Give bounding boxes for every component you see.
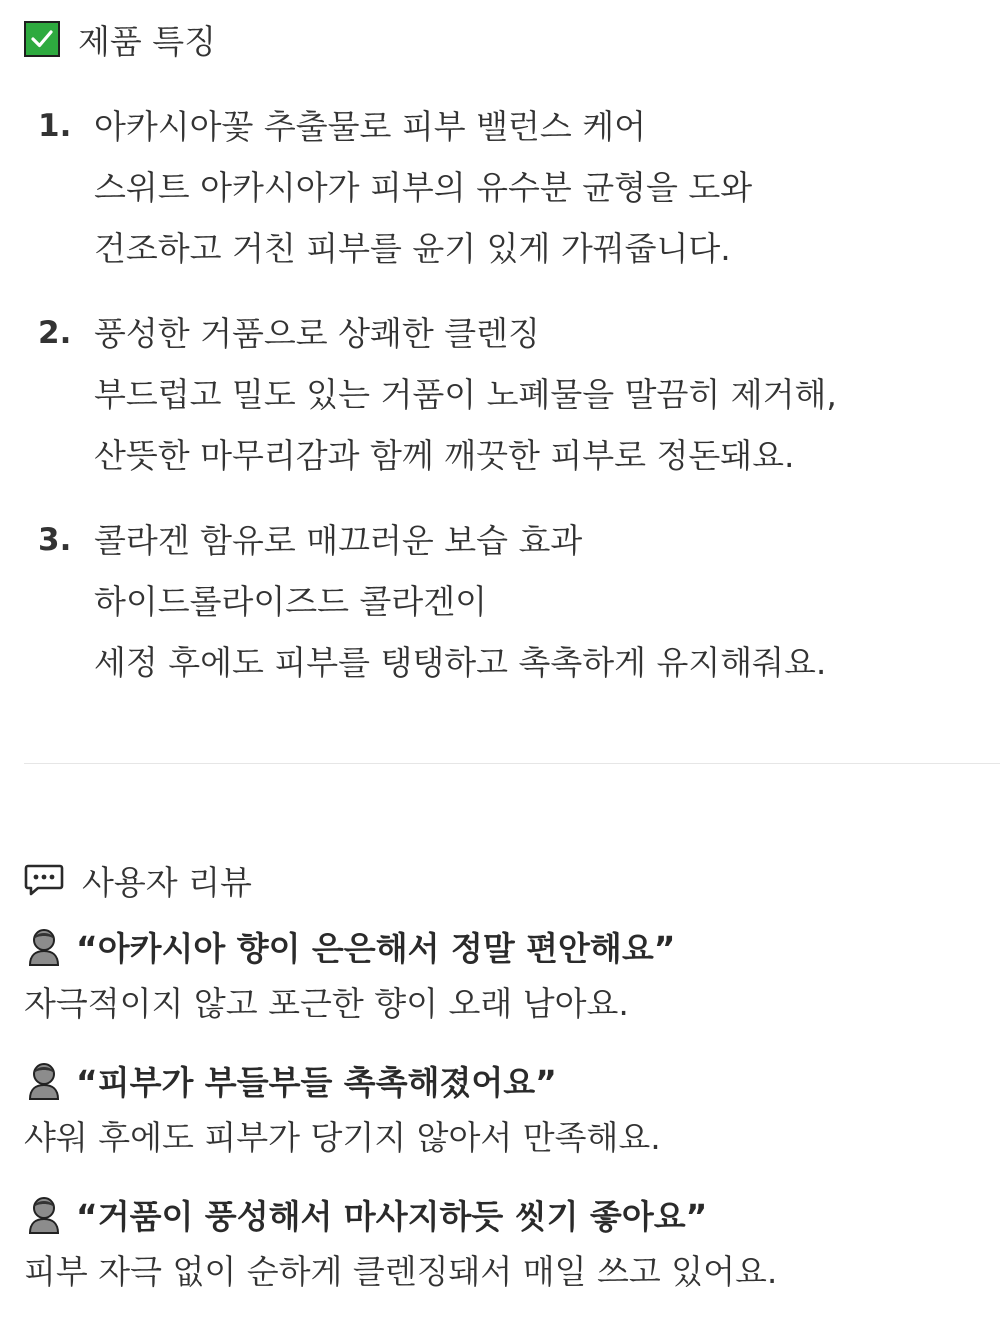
reviews-heading bbox=[24, 855, 984, 905]
person-icon bbox=[24, 1194, 64, 1234]
review-text: 샤워 후에도 피부가 당기지 않아서 만족해요. bbox=[24, 1118, 661, 1157]
reviews-title: 사용자 리뷰 bbox=[82, 862, 252, 902]
feature-title: 풍성한 거품으로 상쾌한 클렌징 bbox=[94, 314, 540, 353]
review-headline bbox=[24, 917, 984, 975]
feature-number: 2. bbox=[38, 315, 72, 351]
feature-title: 아카시아꽃 추출물로 피부 밸런스 케어 bbox=[94, 107, 647, 146]
review-quote: “아카시아 향이 은은해서 정말 편안해요” bbox=[76, 928, 676, 968]
feature-item-2 bbox=[24, 303, 984, 486]
person-icon bbox=[24, 926, 64, 966]
check-box-icon bbox=[24, 21, 60, 57]
review-quote: “거품이 풍성해서 마사지하듯 씻기 좋아요” bbox=[76, 1196, 708, 1236]
review-text: 피부 자극 없이 순하게 클렌징돼서 매일 쓰고 있어요. bbox=[24, 1252, 778, 1291]
feature-item-3 bbox=[24, 510, 984, 693]
review-item-2 bbox=[24, 1051, 984, 1167]
review-quote: “피부가 부들부들 촉촉해졌어요” bbox=[76, 1062, 557, 1102]
review-headline bbox=[24, 1185, 984, 1243]
feature-item-1 bbox=[24, 96, 984, 279]
feature-list bbox=[24, 96, 984, 693]
speech-bubble-icon bbox=[24, 863, 64, 897]
review-item-3 bbox=[24, 1185, 984, 1301]
feature-title: 콜라겐 함유로 매끄러운 보습 효과 bbox=[94, 521, 583, 560]
feature-description: 세정 후에도 피부를 탱탱하고 촉촉하게 유지해줘요. bbox=[94, 643, 827, 682]
feature-description: 부드럽고 밀도 있는 거품이 노폐물을 말끔히 제거해, bbox=[94, 375, 837, 414]
feature-description: 산뜻한 마무리감과 함께 깨끗한 피부로 정돈돼요. bbox=[94, 436, 795, 475]
feature-description: 건조하고 거친 피부를 윤기 있게 가꿔줍니다. bbox=[94, 229, 731, 268]
feature-description: 스위트 아카시아가 피부의 유수분 균형을 도와 bbox=[94, 168, 753, 207]
feature-number: 1. bbox=[38, 108, 72, 144]
review-text: 자극적이지 않고 포근한 향이 오래 남아요. bbox=[24, 984, 629, 1023]
feature-number: 3. bbox=[38, 522, 72, 558]
review-headline bbox=[24, 1051, 984, 1109]
features-heading bbox=[24, 14, 984, 64]
product-features-section bbox=[24, 14, 984, 717]
feature-description: 하이드롤라이즈드 콜라겐이 bbox=[94, 582, 488, 621]
section-divider bbox=[24, 763, 1000, 764]
review-item-1 bbox=[24, 917, 984, 1033]
person-icon bbox=[24, 1060, 64, 1100]
features-title: 제품 특징 bbox=[78, 21, 217, 61]
user-reviews-section bbox=[24, 855, 984, 1319]
